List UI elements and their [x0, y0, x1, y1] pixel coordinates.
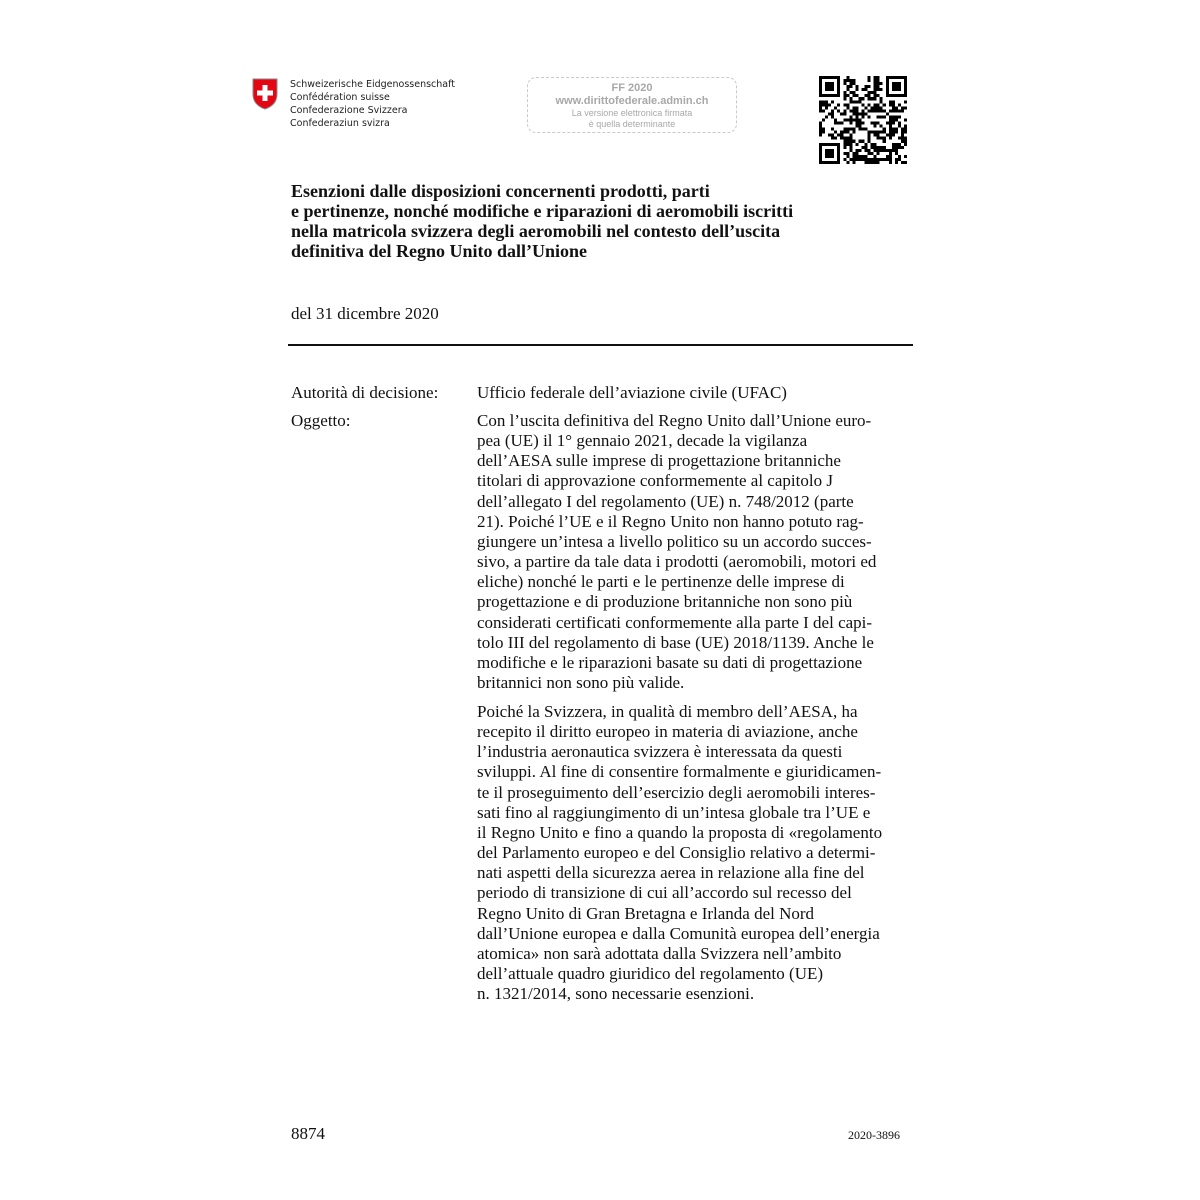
text-line: n. 1321/2014, sono necessarie esenzioni. — [477, 984, 755, 1004]
confederation-names — [290, 78, 455, 130]
confederation-line: Confédération suisse — [290, 92, 390, 103]
text-line: progettazione e di produzione britanniche non sono più — [477, 592, 853, 612]
text-line: titolari di approvazione conformemente al capitolo J — [477, 471, 833, 491]
text-line: dell’allegato I del regolamento (UE) n. 748/2012 (parte — [477, 491, 854, 511]
stamp-line: La versione elettronica firmata — [571, 108, 693, 118]
text-line: te il proseguimento dell’esercizio degli aeromobili interes- — [477, 782, 876, 802]
ff-stamp — [527, 77, 737, 133]
text-line: Poiché la Svizzera, in qualità di membro dell’AESA, ha — [477, 702, 858, 721]
authority-value-text: Ufficio federale dell’aviazione civile (UFAC) — [477, 383, 787, 402]
text-line: tolo III del regolamento di base (UE) 2018/1139. Anche le — [477, 632, 874, 652]
title-line: Esenzioni dalle disposizioni concernenti prodotti, parti — [291, 181, 710, 201]
text-line: periodo di transizione di cui all’accordo sul recesso del — [477, 883, 852, 903]
subject-paragraph-1 — [477, 411, 917, 693]
text-line: recepito il diritto europeo in materia di aviazione, anche — [477, 722, 858, 742]
text-line: considerati certificati conformemente alla parte I del capi- — [477, 612, 873, 632]
qr-code-icon — [819, 76, 907, 164]
authority-value — [477, 383, 917, 403]
text-line: sviluppi. Al fine di consentire formalmente e giuridicamen- — [477, 762, 882, 782]
divider — [288, 344, 913, 346]
confederation-line: Schweizerische Eidgenossenschaft — [290, 79, 456, 90]
text-line: atomica» non sarà adottata dalla Svizzera nell’ambito — [477, 943, 842, 963]
text-line: britannici non sono più valide. — [477, 673, 685, 693]
confederation-line: Confederaziun svizra — [290, 118, 390, 129]
text-line: del Parlamento europeo e del Consiglio relativo a determi- — [477, 843, 876, 863]
subject-paragraph-2 — [477, 702, 917, 1004]
text-line: Con l’uscita definitiva del Regno Unito dall’Unione euro- — [477, 411, 872, 430]
text-line: pea (UE) il 1° gennaio 2021, decade la vigilanza — [477, 431, 808, 451]
text-line: sivo, a partire da tale data i prodotti (aeromobili, motori ed — [477, 552, 877, 572]
text-line: eliche) nonché le parti e le pertinenze delle imprese di — [477, 572, 845, 592]
stamp-line: www.dirittofederale.admin.ch — [555, 95, 709, 107]
text-line: 21). Poiché l’UE e il Regno Unito non hanno potuto rag- — [477, 511, 864, 531]
page-number: 8874 — [291, 1124, 325, 1143]
text-line: il Regno Unito e fino a quando la proposta di «regolamento — [477, 822, 883, 842]
title-line: nella matricola svizzera degli aeromobili nel contesto dell’uscita — [291, 221, 781, 241]
text-line: dell’attuale quadro giuridico del regolamento (UE) — [477, 964, 824, 984]
document-number: 2020-3896 — [848, 1128, 900, 1142]
text-line: Regno Unito di Gran Bretagna e Irlanda del Nord — [477, 903, 815, 923]
text-line: dall’Unione europea e dalla Comunità europea dell’energia — [477, 923, 880, 943]
text-line: sati fino al raggiungimento di un’intesa globale tra l’UE e — [477, 802, 871, 822]
confederation-line: Confederazione Svizzera — [290, 105, 408, 116]
text-line: dell’AESA sulle imprese di progettazione britanniche — [477, 451, 841, 471]
document-date: del 31 dicembre 2020 — [291, 304, 439, 323]
text-line: l’industria aeronautica svizzera è interessata da questi — [477, 742, 843, 762]
title-line: definitiva del Regno Unito dall’Unione — [291, 241, 588, 261]
title-line: e pertinenze, nonché modifiche e riparazioni di aeromobili iscritti — [291, 201, 794, 221]
authority-label: Autorità di decisione: — [291, 383, 439, 402]
swiss-coat-of-arms-icon — [252, 78, 278, 110]
stamp-line: è quella determinante — [588, 119, 676, 129]
text-line: giungere un’intesa a livello politico su un accordo succes- — [477, 531, 872, 551]
text-line: nati aspetti della sicurezza aerea in relazione alla fine del — [477, 863, 865, 883]
qr-modules — [819, 76, 907, 164]
document-title — [291, 181, 911, 261]
text-line: modifiche e le riparazioni basate su dati di progettazione — [477, 652, 863, 672]
subject-label: Oggetto: — [291, 411, 351, 430]
stamp-line: FF 2020 — [611, 82, 653, 94]
